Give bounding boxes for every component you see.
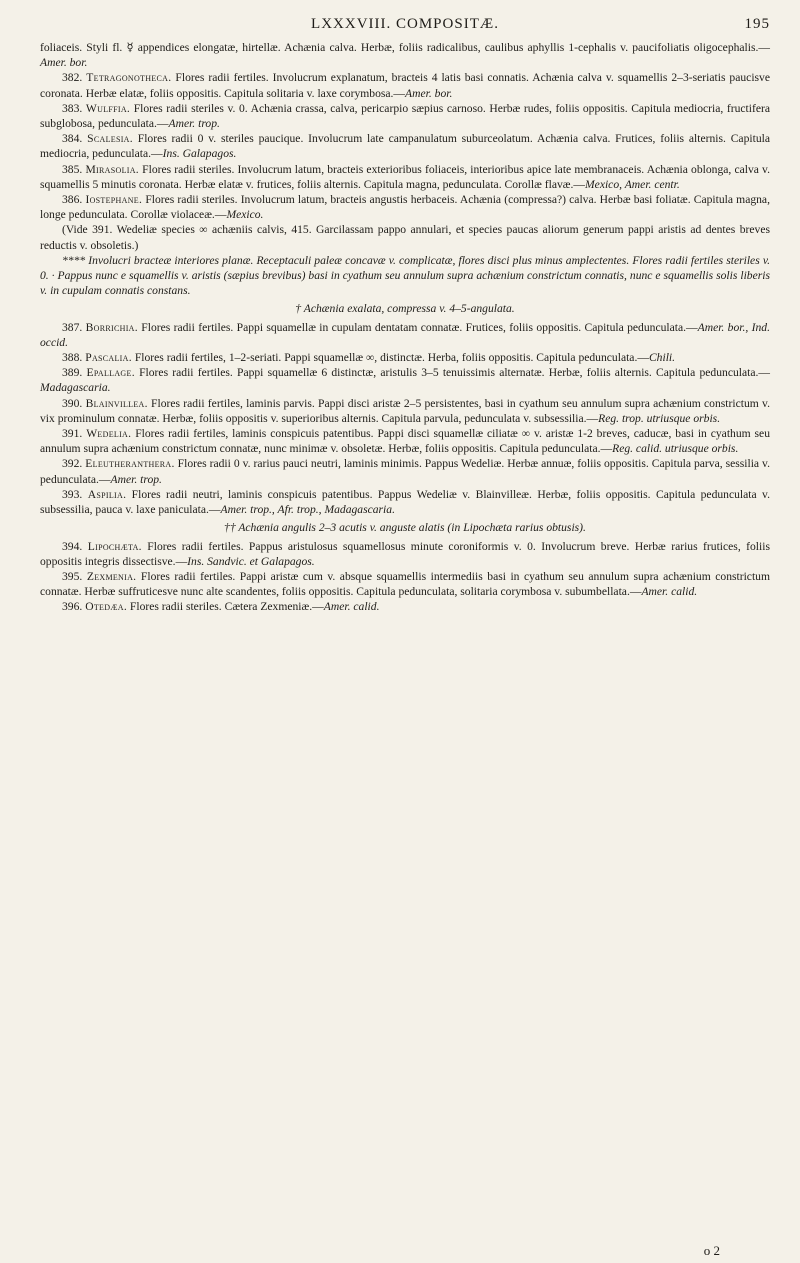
genus-description: Flores radii neutri, laminis conspicuis patentibus. Pappus Wedeliæ v. Blainvilleæ. Herbæ, foliis oppositis. Capitula pedunculata v. subsessilia, pauca v. laxe paniculata.—: [40, 487, 770, 517]
genus-number: 392.: [62, 457, 83, 471]
genus-number: 383.: [62, 101, 83, 115]
genus-region: Chili.: [648, 351, 676, 365]
genus-name: Eleutheranthera.: [85, 457, 175, 471]
subheading-2: †† Achænia angulis 2–3 acutis v. anguste alatis (in Lipochæta rarius obtusis).: [224, 521, 586, 535]
genus-name: Scalesia.: [87, 132, 133, 146]
genus-name: Lipochæta.: [87, 539, 142, 553]
page-title: LXXXVIII. COMPOSITÆ.: [311, 16, 499, 32]
genus-region: Mexico.: [226, 208, 264, 222]
genus-entry: [40, 539, 770, 569]
genus-region: Amer. calid.: [323, 600, 380, 614]
genus-name: Epallage.: [86, 366, 135, 380]
genus-name: Pascalia.: [85, 351, 132, 365]
genus-entry: [40, 162, 770, 192]
genus-description: Flores radii steriles. Involucrum latum, bracteis angustis herbaceis. Achænia (compressa?) calva. Herbæ basi foliatæ. Capitula magna, longe pedunculata. Corollæ violaceæ.—: [40, 193, 770, 222]
genus-entry: [40, 426, 770, 456]
genus-region: Amer. bor., Ind. occid.: [40, 320, 770, 349]
genus-entry: [40, 569, 770, 599]
genus-region: Mexico, Amer. centr.: [585, 177, 680, 191]
genus-name: Zexmenia.: [86, 569, 137, 583]
genus-description: Flores radii 0 v. steriles paucique. Involucrum late campanulatum suburceolatum. Achænia calva. Frutices, foliis alternis. Capitula mediocria, pedunculata.—: [40, 132, 770, 161]
genus-entry: [40, 192, 770, 222]
running-header: [40, 14, 770, 40]
genus-region: Amer. trop., Afr. trop., Madagascaria.: [220, 503, 395, 517]
entries-group-2: [40, 320, 770, 518]
genus-number: 388.: [62, 351, 83, 365]
genus-number: 386.: [62, 193, 83, 207]
page-number: 195: [744, 16, 770, 32]
genus-entry: [40, 396, 770, 426]
genus-entry: [40, 456, 770, 486]
genus-name: Tetragonotheca.: [86, 71, 172, 85]
genus-number: 384.: [62, 132, 83, 146]
genus-name: Iostephane.: [85, 193, 143, 207]
genus-number: 391.: [62, 427, 83, 441]
genus-region: Amer. trop.: [110, 472, 162, 486]
genus-number: 390.: [62, 396, 83, 410]
genus-number: 385.: [62, 162, 83, 176]
page-body: [40, 40, 770, 615]
genus-name: Wulffia.: [85, 101, 131, 115]
subheading-1: † Achænia exalata, compressa v. 4–5-angulata.: [295, 302, 515, 316]
genus-region: Madagascaria.: [40, 381, 111, 395]
genus-region: Amer. calid.: [641, 585, 698, 599]
genus-entry: [40, 131, 770, 161]
genus-description: Flores radii fertiles, laminis parvis. Pappi disci aristæ 2–5 persistentes, basi in cyathum seu annulum supra achænium constrictum v. vix prominulum connatæ. Herbæ, foliis oppositis v. superioribus alternis. Capitula parvula, pedunculata v. subsessilia.—: [40, 396, 770, 425]
genus-description: Flores radii steriles. Cætera Zexmeniæ.—: [129, 600, 324, 614]
genus-entry: [40, 487, 770, 517]
genus-number: 396.: [62, 600, 83, 614]
genus-description: Flores radii fertiles. Pappi squamellæ 6 distinctæ, aristulis 3–5 tenuissimis alternatæ. Herbæ, foliis alternis. Capitula pedunculata.—: [139, 366, 770, 380]
genus-entry: [40, 320, 770, 350]
genus-region: Amer. bor.: [405, 86, 453, 100]
genus-description: Flores radii steriles. Involucrum latum, bracteis exterioribus foliaceis, interioribus apice late membranaceis. Achænia oblonga, calva v. squamellis 5 minutis coronata. Herbæ elatæ v. frutices, foliis alternis. Capitula magna, pedunculata. Corollæ flavæ.—: [40, 162, 770, 191]
genus-region: Amer. bor.: [40, 56, 88, 70]
genus-entry: [40, 40, 770, 70]
genus-region: Ins. Galapagos.: [162, 147, 237, 161]
genus-description: Flores radii fertiles. Pappi aristæ cum v. absque squamellis intermediis basi in cyathum seu annulum supra achænium constrictum connatæ. Herbæ suffruticesve nunc alte scandentes, foliis oppositis. Capitula pedunculata, solitaria corymbosa v. subumbellata.—: [40, 569, 770, 599]
section-key: **** Involucri bracteæ interiores planæ. Receptaculi paleæ concavæ v. complicatæ, flores disci plus minus amplectentes. Flores radii fertiles steriles v. 0. · Pappus nunc e squamellis v. aristis (sæpius brevibus) basi in cyathum seu annulum supra achænium constrictum connatis, nunc e squamellis solis liberis v. in cupulam connatis constans.: [40, 253, 770, 298]
genus-description: Flores radii steriles v. 0. Achænia crassa, calva, pericarpio sæpius carnoso. Herbæ rudes, foliis oppositis. Capitula mediocria, fructifera subglobosa, pedunculata.—: [40, 101, 770, 131]
entries-group-3: [40, 539, 770, 615]
book-page: [40, 14, 770, 615]
genus-description: foliaceis. Styli fl. ☿ appendices elongatæ, hirtellæ. Achænia calva. Herbæ, foliis radicalibus, caulibus aphyllis 1-cephalis v. paucifoliatis oligocephalis.—: [40, 41, 770, 54]
genus-region: Reg. calid. utriusque orbis.: [612, 442, 739, 456]
genus-number: 394.: [62, 539, 83, 553]
entries-group-1: [40, 40, 770, 222]
genus-name: Mirasolia.: [85, 162, 139, 176]
genus-name: Borrichia.: [85, 320, 138, 334]
genus-region: Reg. trop. utriusque orbis.: [598, 411, 721, 425]
genus-name: Aspilia.: [87, 487, 127, 501]
genus-number: 395.: [62, 569, 83, 583]
genus-region: Amer. trop.: [168, 117, 220, 131]
genus-number: 382.: [62, 71, 83, 85]
genus-number: 389.: [62, 366, 83, 380]
genus-description: Flores radii fertiles. Pappus aristulosus squamellosus minute coroniformis v. 0. Involucrum breve. Herbæ rarius frutices, foliis oppositis integris dissectisve.—: [40, 539, 770, 568]
genus-entry: [40, 350, 770, 365]
genus-description: Flores radii fertiles. Pappi squamellæ in cupulam dentatam connatæ. Frutices, foliis oppositis. Capitula pedunculata.—: [141, 320, 698, 334]
genus-name: Otedæa.: [85, 600, 128, 614]
genus-description: Flores radii fertiles, laminis conspicuis patentibus. Pappi disci squamellæ ciliatæ ∞ v. aristæ 1-2 breves, caducæ, basi in cyathum seu annulum supra achænium constrictum connatæ, nunc minimæ v. obsoletæ. Herbæ, foliis oppositis. Capitula pedunculata.—: [40, 427, 770, 456]
genus-name: Wedelia.: [86, 427, 132, 441]
signature-mark: o 2: [703, 1243, 720, 1258]
genus-entry: [40, 365, 770, 395]
genus-name: Blainvillea.: [85, 396, 148, 410]
genus-number: 393.: [62, 487, 83, 501]
genus-region: Ins. Sandvic. et Galapagos.: [187, 554, 315, 568]
genus-entry: [40, 101, 770, 131]
genus-number: 387.: [62, 320, 83, 334]
vide-note: (Vide 391. Wedeliæ species ∞ achæniis calvis, 415. Garcilassam pappo annulari, et species paucas aliorum generum pappi aristis ad dentes breves reductis v. obsoletis.): [40, 223, 770, 252]
genus-description: Flores radii 0 v. rarius pauci neutri, laminis minimis. Pappus Wedeliæ. Herbæ annuæ, foliis oppositis. Capitula parva, sessilia v. pedunculata.—: [40, 457, 770, 486]
genus-entry: [40, 599, 770, 614]
genus-description: Flores radii fertiles, 1–2-seriati. Pappi squamellæ ∞, distinctæ. Herba, foliis oppositis. Capitula pedunculata.—: [134, 351, 649, 365]
genus-description: Flores radii fertiles. Involucrum explanatum, bracteis 4 latis basi connatis. Achænia calva v. squamellis 2–3-seriatis paucisve coronata. Herbæ elatæ, foliis oppositis. Capitula solitaria v. laxe corymbosa.—: [40, 71, 770, 100]
genus-entry: [40, 70, 770, 100]
